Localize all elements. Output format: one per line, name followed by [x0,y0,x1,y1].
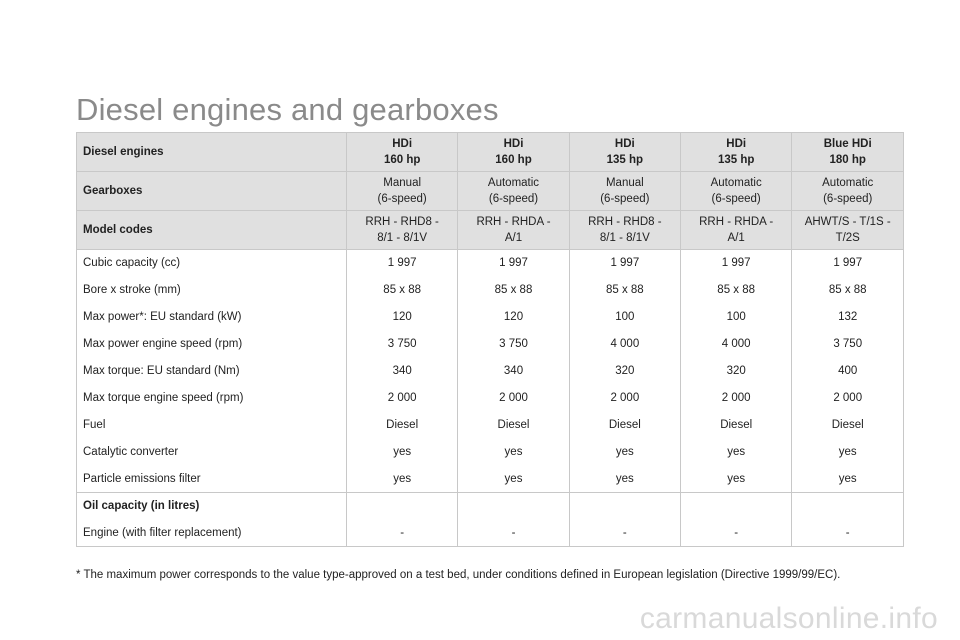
header-diesel-engines-cell [458,133,570,172]
row-value: yes [792,438,904,465]
header-diesel-engines-cell-line: 135 hp [606,154,644,166]
row-value: 400 [792,357,904,384]
header-model-codes-cell-line: RRH - RHDA - [476,216,551,228]
header-model-codes-cell-line: 8/1 - 8/1V [599,232,650,244]
table-row [77,465,904,493]
header-model-codes-label: Model codes [77,211,347,250]
row-label: Fuel [77,411,347,438]
header-gearboxes-cell-line: Automatic [487,177,540,189]
row-value: 3 750 [347,330,458,357]
table-row [77,303,904,330]
header-diesel-engines-cell [792,133,904,172]
page-title: Diesel engines and gearboxes [76,92,499,127]
header-model-codes-cell [680,211,792,250]
row-value: 132 [792,303,904,330]
header-model-codes-cell-line: RRH - RHD8 - [588,216,662,228]
row-label: Max torque engine speed (rpm) [77,384,347,411]
engine-spec-table [76,132,904,547]
row-value: yes [458,438,570,465]
oil-capacity-value: - [569,519,680,547]
row-value: 1 997 [458,250,570,277]
oil-heading-empty-cell [680,493,792,520]
row-value: 320 [569,357,680,384]
header-diesel-engines-cell-line: 180 hp [829,154,866,166]
header-model-codes-cell-line: A/1 [727,232,745,244]
header-diesel-engines-cell-line: 160 hp [383,154,421,166]
oil-capacity-heading-row [77,493,904,520]
header-diesel-engines-cell [680,133,792,172]
oil-capacity-heading: Oil capacity (in litres) [77,493,347,520]
oil-heading-empty-cell [347,493,458,520]
oil-heading-empty-cell [569,493,680,520]
header-model-codes-cell [347,211,458,250]
header-diesel-engines-cell-line: HDi [726,138,747,150]
header-gearboxes [77,172,904,211]
table-row [77,276,904,303]
row-value: 1 997 [680,250,792,277]
header-gearboxes-cell-line: (6-speed) [823,193,873,205]
header-gearboxes-cell-line: (6-speed) [377,193,427,205]
row-value: 4 000 [680,330,792,357]
row-value: yes [680,465,792,493]
row-value: 3 750 [792,330,904,357]
row-value: yes [569,438,680,465]
header-diesel-engines-cell-line: 160 hp [495,154,532,166]
row-value: 85 x 88 [458,276,570,303]
row-value: 2 000 [458,384,570,411]
header-gearboxes-cell [792,172,904,211]
footnote: * The maximum power corresponds to the value type-approved on a test bed, under conditions defined in European legislation (Directive 1999/99/EC). [76,569,841,581]
row-value: 2 000 [347,384,458,411]
row-value: 320 [680,357,792,384]
row-value: 85 x 88 [680,276,792,303]
row-value: 85 x 88 [347,276,458,303]
row-label: Catalytic converter [77,438,347,465]
oil-capacity-value: - [458,519,570,547]
row-label: Bore x stroke (mm) [77,276,347,303]
row-value: 3 750 [458,330,570,357]
row-value: 120 [458,303,570,330]
row-value: 100 [569,303,680,330]
header-diesel-engines-cell-line: 135 hp [717,154,755,166]
header-diesel-engines-cell [347,133,458,172]
header-diesel-engines-cell-line: HDi [614,138,635,150]
header-model-codes-cell [792,211,904,250]
header-model-codes-cell [458,211,570,250]
row-value: 1 997 [792,250,904,277]
row-label: Max power*: EU standard (kW) [77,303,347,330]
table-row [77,411,904,438]
row-value: yes [792,465,904,493]
row-value: Diesel [458,411,570,438]
row-value: Diesel [792,411,904,438]
header-gearboxes-cell-line: (6-speed) [711,193,761,205]
row-value: 4 000 [569,330,680,357]
header-gearboxes-cell-line: Automatic [710,177,762,189]
row-value: 1 997 [569,250,680,277]
header-model-codes-cell [569,211,680,250]
table-row [77,357,904,384]
header-model-codes-cell-line: AHWT/S - T/1S - [804,216,891,228]
header-model-codes-cell-line: T/2S [835,232,860,244]
row-value: 2 000 [680,384,792,411]
watermark: carmanualsonline.info [639,602,938,635]
header-diesel-engines [77,133,904,172]
header-gearboxes-cell [680,172,792,211]
row-value: 85 x 88 [792,276,904,303]
oil-capacity-value: - [680,519,792,547]
row-label: Max torque: EU standard (Nm) [77,357,347,384]
row-value: 340 [347,357,458,384]
row-value: yes [347,438,458,465]
row-value: yes [680,438,792,465]
header-diesel-engines-label: Diesel engines [77,133,347,172]
oil-capacity-row [77,519,904,547]
row-value: Diesel [347,411,458,438]
oil-capacity-value: - [792,519,904,547]
row-value: 1 997 [347,250,458,277]
header-gearboxes-label: Gearboxes [77,172,347,211]
row-value: yes [458,465,570,493]
oil-capacity-value: - [347,519,458,547]
oil-heading-empty-cell [792,493,904,520]
header-model-codes-cell-line: A/1 [504,232,523,244]
row-value: 2 000 [569,384,680,411]
header-gearboxes-cell [458,172,570,211]
table-row [77,438,904,465]
header-diesel-engines-cell-line: Blue HDi [823,138,872,150]
header-model-codes-cell-line: 8/1 - 8/1V [377,232,428,244]
row-value: Diesel [569,411,680,438]
header-gearboxes-cell [347,172,458,211]
table-row [77,330,904,357]
oil-capacity-label: Engine (with filter replacement) [77,519,347,547]
header-gearboxes-cell-line: Manual [383,177,422,189]
header-gearboxes-cell-line: (6-speed) [488,193,539,205]
table-row [77,250,904,277]
header-diesel-engines-cell [569,133,680,172]
header-gearboxes-cell-line: (6-speed) [600,193,650,205]
row-value: yes [569,465,680,493]
header-gearboxes-cell-line: Automatic [822,177,874,189]
row-label: Particle emissions filter [77,465,347,493]
header-model-codes-cell-line: RRH - RHD8 - [365,216,439,228]
header-diesel-engines-cell-line: HDi [392,138,413,150]
row-value: 2 000 [792,384,904,411]
oil-heading-empty-cell [458,493,570,520]
row-label: Max power engine speed (rpm) [77,330,347,357]
row-value: Diesel [680,411,792,438]
row-value: 100 [680,303,792,330]
header-model-codes-cell-line: RRH - RHDA - [699,216,774,228]
header-model-codes [77,211,904,250]
row-value: 120 [347,303,458,330]
header-gearboxes-cell-line: Manual [605,177,644,189]
table-row [77,384,904,411]
row-value: 340 [458,357,570,384]
header-gearboxes-cell [569,172,680,211]
row-value: 85 x 88 [569,276,680,303]
row-label: Cubic capacity (cc) [77,250,347,277]
row-value: yes [347,465,458,493]
header-diesel-engines-cell-line: HDi [503,138,524,150]
